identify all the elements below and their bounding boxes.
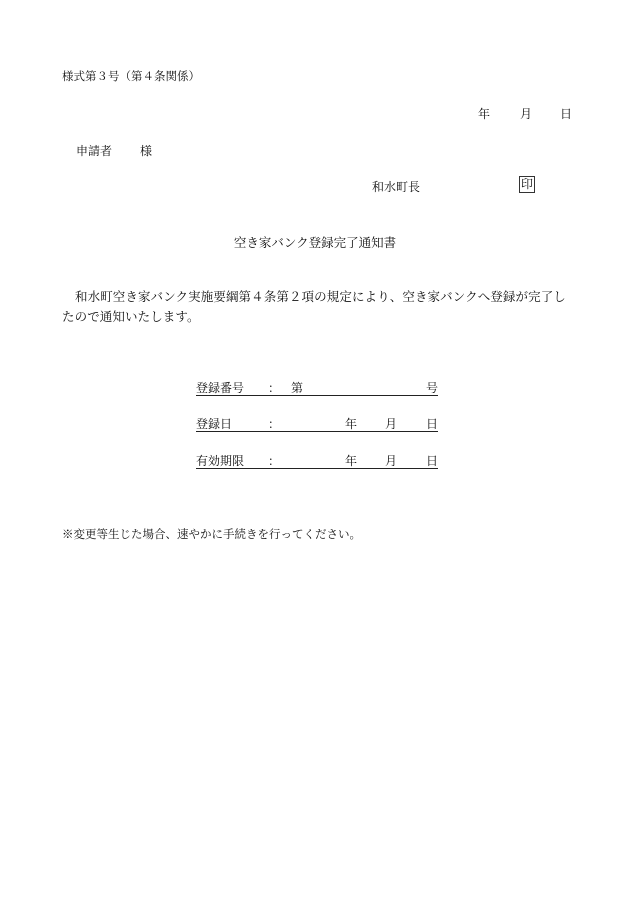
recipient-line bbox=[76, 142, 152, 159]
date-day-label: 日 bbox=[560, 107, 573, 121]
registration-date-month: 月 bbox=[385, 417, 398, 431]
expiry-date-month: 月 bbox=[385, 454, 398, 468]
seal-mark: 印 bbox=[521, 177, 534, 191]
registration-number-row bbox=[196, 379, 438, 396]
registration-number-suffix: 号 bbox=[426, 381, 439, 395]
expiry-date-day: 日 bbox=[426, 454, 439, 468]
registration-date-row bbox=[196, 415, 438, 432]
registration-date-label: 登録日 bbox=[196, 417, 233, 431]
form-number: 様式第３号（第４条関係） bbox=[62, 69, 200, 83]
registration-number-label: 登録番号 bbox=[196, 381, 245, 395]
footer-note: ※変更等生じた場合、速やかに手続きを行ってください。 bbox=[62, 527, 361, 541]
expiry-date-row bbox=[196, 452, 438, 469]
issuer-name: 和水町長 bbox=[372, 180, 421, 194]
expiry-date-colon: ： bbox=[268, 454, 281, 468]
registration-date-colon: ： bbox=[268, 417, 281, 431]
registration-number-colon: ： bbox=[268, 381, 281, 395]
recipient-suffix: 様 bbox=[140, 144, 153, 158]
body-paragraph: 和水町空き家バンク実施要綱第４条第２項の規定により、空き家バンクへ登録が完了したので通知いたします。 bbox=[62, 289, 566, 324]
expiry-date-label: 有効期限 bbox=[196, 454, 245, 468]
registration-number-prefix: 第 bbox=[291, 381, 304, 395]
date-month-label: 月 bbox=[520, 107, 533, 121]
registration-date-year: 年 bbox=[345, 417, 358, 431]
recipient-label: 申請者 bbox=[76, 144, 113, 158]
registration-date-day: 日 bbox=[426, 417, 439, 431]
date-year-label: 年 bbox=[478, 107, 491, 121]
expiry-date-year: 年 bbox=[345, 454, 358, 468]
document-title: 空き家バンク登録完了通知書 bbox=[233, 235, 397, 250]
